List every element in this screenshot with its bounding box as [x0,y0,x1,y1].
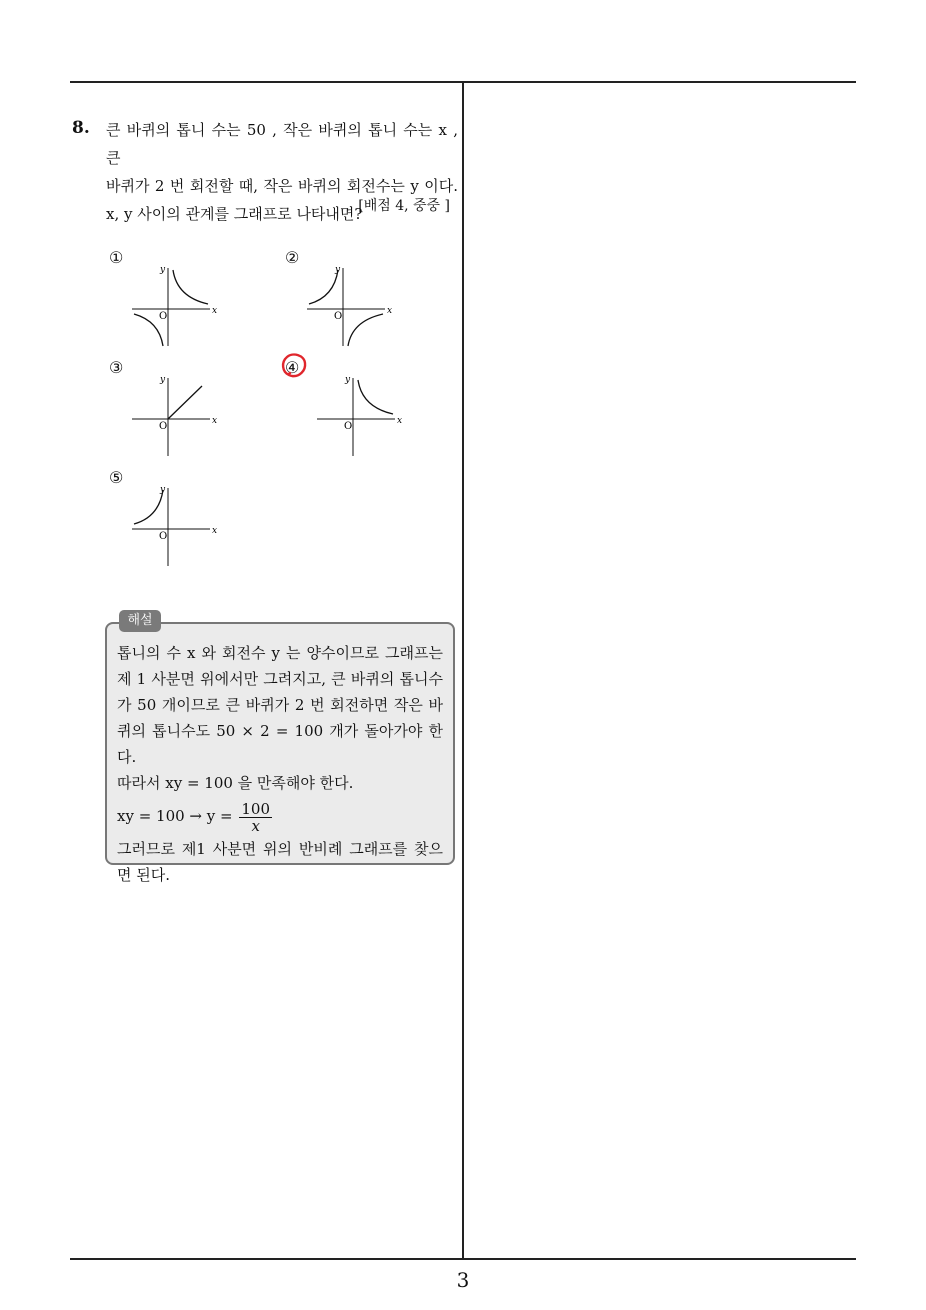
solution-line: 가 50 개이므로 큰 바퀴가 2 번 회전하면 작은 바 [117,696,443,714]
question-line: 큰 바퀴의 톱니 수는 50 , 작은 바퀴의 톱니 수는 x , 큰 [106,121,458,167]
x-axis-label: x [397,416,403,426]
choice-2-graph[interactable] [305,262,395,347]
solution-line: 제 1 사분면 위에서만 그려지고, 큰 바퀴의 톱니수 [117,670,443,688]
solution-line: 톱니의 수 x 와 회전수 y 는 양수이므로 그래프는 [117,644,443,662]
solution-line: 퀴의 톱니수도 50 × 2 = 100 개가 돌아가야 한다. [117,722,443,766]
origin-label: O [159,311,168,322]
solution-line: 그러므로 제1 사분면 위의 반비례 그래프를 찾으 [117,840,443,858]
solution-formula [117,796,443,836]
choice-3-graph[interactable] [130,372,220,457]
y-axis-label: y [160,485,166,495]
answer-circle-mark [279,352,309,382]
score-difficulty: [배점 4, 중중 ] [358,198,450,214]
fraction-numerator: 100 [241,799,271,818]
curve-q2 [309,270,338,304]
x-axis-label: x [212,306,218,316]
solution-line: 따라서 xy = 100 을 만족해야 한다. [117,774,354,792]
curve-q1 [358,380,393,414]
choice-5-graph[interactable] [130,482,220,567]
fraction-denominator: x [251,816,260,835]
y-axis-label: y [160,375,166,385]
choice-2-label[interactable]: ② [285,248,300,267]
choice-1-label[interactable]: ① [109,248,124,267]
bottom-rule [70,1258,856,1260]
column-divider [462,81,464,1259]
solution-text [117,640,443,888]
x-axis-label: x [387,306,393,316]
formula-fraction [239,801,272,834]
x-axis-label: x [212,526,218,536]
question-number: 8. [72,118,90,138]
y-axis-label: y [345,375,351,385]
choice-3-label[interactable]: ③ [109,358,124,377]
y-axis-label: y [160,265,166,275]
question-line: x, y 사이의 관계를 그래프로 나타내면? [106,205,363,223]
choice-1-graph[interactable] [130,262,220,347]
line-through-origin [168,386,202,419]
curve-q4 [348,314,383,346]
x-axis-label: x [212,416,218,426]
choice-4-label[interactable]: ④ [285,358,300,377]
formula-left: xy = 100 → y = [117,807,233,825]
origin-label: O [344,421,353,432]
page-number: 3 [456,1268,470,1292]
origin-label: O [159,531,168,542]
question-line: 바퀴가 2 번 회전할 때, 작은 바퀴의 회전수는 y 이다. [106,177,458,195]
curve-q2 [134,490,163,524]
origin-label: O [159,421,168,432]
choice-4-graph[interactable] [315,372,405,457]
origin-label: O [334,311,343,322]
curve-q1 [173,270,208,304]
y-axis-label: y [335,265,341,275]
solution-line: 면 된다. [117,866,171,884]
solution-tag: 해설 [119,610,161,632]
choice-5-label[interactable]: ⑤ [109,468,124,487]
